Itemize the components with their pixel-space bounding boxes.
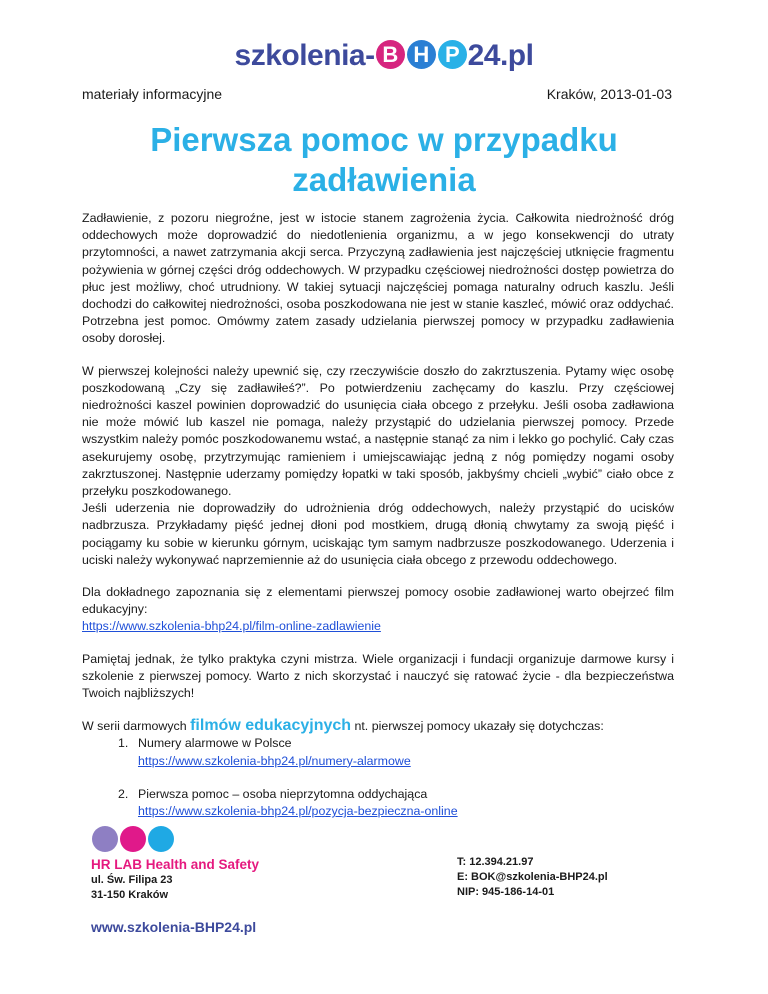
abdominal-thrust-paragraph: Jeśli uderzenia nie doprowadziły do udrożnienia dróg oddechowych, należy przystąpić do ucisków nadbrzusza. Przykładamy pięść jednej dłoni pod mostkiem, drugą dłonią chwytamy za swoją pięść i pociągamy ku sobie w kierunku górnym, uciskając tym samym nadbrzusze poszkodowanego. Uderzenia i uciski należy wykonywać naprzemiennie aż do usunięcia ciała obcego z przewodu oddechowego. [82, 501, 674, 567]
series-text-before: W serii darmowych [82, 719, 191, 734]
contact-nip: NIP: 945-186-14-01 [457, 886, 555, 898]
logo-letter-p: P [438, 40, 467, 69]
intro-paragraph: Zadławienie, z pozoru niegroźne, jest w istocie stanem zagrożenia życia. Całkowita niedrożność dróg oddechowych może doprowadzić do niedotlenienia organizmu, a w jego konsekwencji do utraty przytomności, a nawet zatrzymania akcji serca. Przyczyną zadławienia jest najczęściej utknięcie fragmentu pożywienia w górnej części dróg oddechowych. W przypadku częściowej niedrożności dostęp powietrza do płuc jest możliwy, choć utrudniony. W takiej sytuacji najczęściej pomaga naturalny odruch kaszlu. Jeśli dochodzi do całkowitej niedrożności, osoba poszkodowana nie jest w stanie kaszleć, mówić oraz oddychać. Potrzebna jest pomoc. Omówmy zatem zasady udzielania pierwszej pomocy w przypadku zadławienia osoby dorosłej. [82, 211, 674, 346]
list-number: 2. [118, 786, 129, 801]
practice-paragraph: Pamiętaj jednak, że tylko praktyka czyni mistrza. Wiele organizacji i fundacji organizuje darmowe kursy i szkolenie z pierwszej pomocy. Warto z nich skorzystać i nauczyć się ratować życie - dla bezpieczeństwa Twoich najbliższych! [82, 651, 674, 701]
list-number: 1. [118, 736, 129, 751]
site-logo [0, 38, 768, 74]
footer-website[interactable]: www.szkolenia-BHP24.pl [91, 919, 257, 935]
document-body [82, 210, 674, 820]
dot-magenta [120, 826, 146, 852]
list-item-link[interactable]: https://www.szkolenia-bhp24.pl/numery-alarmowe [138, 753, 411, 768]
list-item [82, 735, 674, 769]
series-highlight: filmów edukacyjnych [190, 717, 352, 735]
logo-letter-b: B [376, 40, 405, 69]
dot-blue [148, 826, 174, 852]
contact-phone: T: 12.394.21.97 [457, 856, 534, 868]
series-text-after: nt. pierwszej pomocy ukazały się dotychczas: [351, 719, 604, 734]
page-title: Pierwsza pomoc w przypadku zadławienia [150, 121, 618, 198]
list-item-title: Numery alarmowe w Polsce [138, 736, 292, 751]
logo-letter-h: H [407, 40, 436, 69]
address-city: 31-150 Kraków [91, 889, 169, 901]
contact-info [457, 855, 608, 900]
address-street: ul. Św. Filipa 23 [91, 874, 173, 886]
logo-suffix: 24.pl [467, 39, 534, 72]
company-address [91, 873, 173, 903]
company-name: HR LAB Health and Safety [91, 857, 260, 872]
list-item-title: Pierwsza pomoc – osoba nieprzytomna oddychająca [138, 786, 428, 801]
first-aid-paragraph: W pierwszej kolejności należy upewnić się, czy rzeczywiście doszło do zakrztuszenia. Pytamy więc osobę poszkodowaną „Czy się zadławiłeś?”. Po potwierdzeniu zachęcamy do kaszlu. Przy częściowej niedrożności kaszel powinien doprowadzić do usunięcia ciała obcego z przełyku. Jeśli osoba zadławiona nie może mówić lub kaszel nie pomaga, należy przystąpić do udzielania pierwszej pomocy. Przede wszystkim należy pomóc poszkodowanemu wstać, a następnie stanąć za nim i lekko go pochylić. Cały czas asekurujemy osobę, przytrzymując ramieniem i umiejscawiając jedną z nóg pomiędzy nogami osoby zakrztuszonej. Następnie uderzamy pomiędzy łopatki w taki sposób, jakbyśmy chcieli „wybić” ciało obce z przełyku poszkodowanego. [82, 363, 674, 499]
series-paragraph [82, 717, 674, 735]
list-item [82, 786, 674, 820]
logo-prefix: szkolenia- [234, 39, 375, 72]
film-link[interactable]: https://www.szkolenia-bhp24.pl/film-online-zadlawienie [82, 619, 381, 634]
film-paragraph [82, 584, 674, 636]
list-item-link[interactable]: https://www.szkolenia-bhp24.pl/pozycja-bezpieczna-online [138, 804, 458, 819]
document-date: Kraków, 2013-01-03 [546, 86, 672, 102]
contact-email: E: BOK@szkolenia-BHP24.pl [457, 871, 608, 883]
document-category: materiały informacyjne [82, 86, 223, 102]
film-text: Dla dokładnego zapoznania się z elementami pierwszej pomocy osobie zadławionej warto obejrzeć film edukacyjny: [82, 585, 674, 617]
dot-purple [92, 826, 118, 852]
video-list [82, 735, 674, 820]
